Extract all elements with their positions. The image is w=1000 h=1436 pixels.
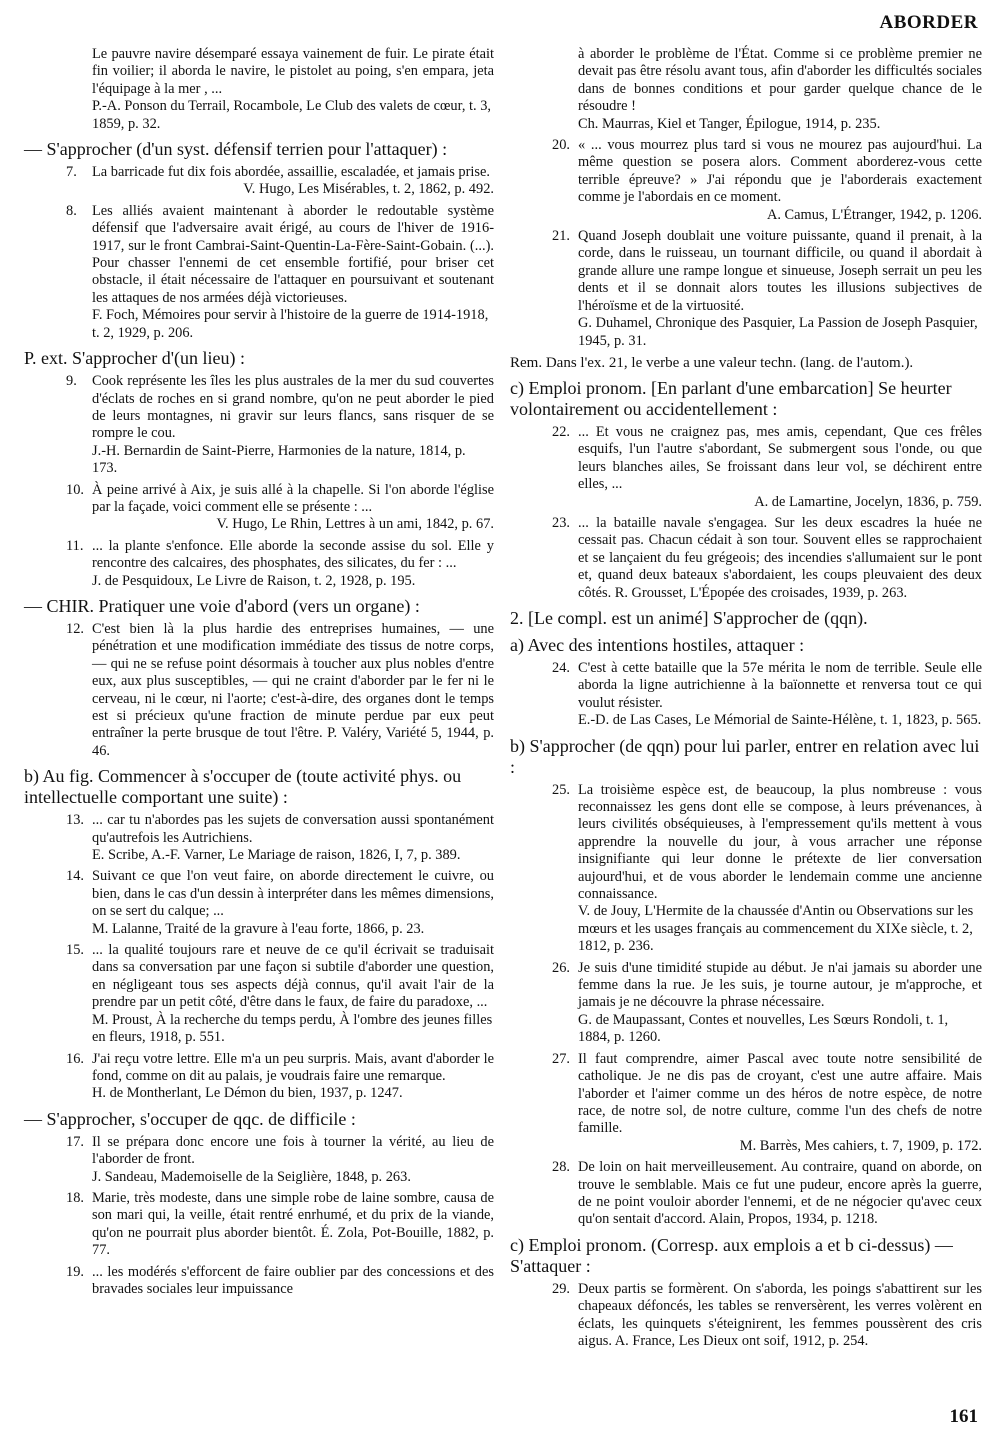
citation-block <box>24 942 494 1046</box>
citation-block <box>510 228 982 350</box>
citation-number: 17. <box>66 1133 84 1150</box>
citation-source: E.-D. de Las Cases, Le Mémorial de Sainte-Hélène, t. 1, 1823, p. 565. <box>578 712 982 729</box>
citation-source: J.-H. Bernardin de Saint-Pierre, Harmonies de la nature, 1814, p. 173. <box>92 442 466 477</box>
definition-heading: — S'approcher, s'occuper de qqc. de difficile : <box>24 1108 356 1129</box>
definition-heading: — CHIR. Pratiquer une voie d'abord (vers un organe) : <box>24 595 420 616</box>
citation-block <box>510 1159 982 1229</box>
right-column <box>510 46 982 1354</box>
citation-text: Je suis d'une timidité stupide au début. Je n'ai jamais su aborder une femme dans la rue. Je les suis, je tourne autour, je m'approche, et jamais je ne découvre la phrase nécessaire. <box>578 959 982 1011</box>
citation-source: G. de Maupassant, Contes et nouvelles, Les Sœurs Rondoli, t. 1, 1884, p. 1260. <box>578 1011 949 1046</box>
citation-text: Il faut comprendre, aimer Pascal avec toute notre sensibilité de catholique. Je ne dis pas de croyant, c'est une autre affaire. Mais l'aborder et l'aimer comme un des héros de notre espèce, de notre race, de notre sol, de notre culture, comme l'un des chefs de notre famille. <box>578 1050 982 1137</box>
citation-block <box>510 1281 982 1351</box>
citation-source: Ch. Maurras, Kiel et Tanger, Épilogue, 1914, p. 235. <box>578 115 881 132</box>
citation-source: J. de Pesquidoux, Le Livre de Raison, t. 2, 1928, p. 195. <box>92 572 416 589</box>
citation-text: ... Et vous ne craignez pas, mes amis, cependant, Que ces frêles esquifs, l'un l'autre s'abordant, Se submergent sous l'onde, ou que leurs blanches ailes, Se froissant dans leur vol, se déchirent entre elles, ... <box>578 423 982 493</box>
citation-number: 24. <box>552 659 570 676</box>
citation-text: J'ai reçu votre lettre. Elle m'a un peu surpris. Mais, avant d'aborder le fond, comme on dit au palais, je voudrais faire une remarque. <box>92 1050 494 1084</box>
citation-block <box>510 782 982 956</box>
citation-number: 19. <box>66 1263 84 1280</box>
left-column <box>24 46 494 1302</box>
citation-text: Quand Joseph doublait une voiture puissante, quand il prenait, à la corde, dans le ruisseau, un tournant difficile, ou quand il abordait à grande allure une rampe longue et sinueuse, Joseph serrait un peu les dents et il se donnait alors toutes les illusions subjectives de l'héroïsme et de la virtuosité. <box>578 228 982 314</box>
definition-heading: c) Emploi pronom. [En parlant d'une embarcation] Se heurter volontairement ou accidentellement : <box>510 377 952 419</box>
citation-block <box>24 868 494 938</box>
citation-block <box>24 812 494 864</box>
citation-block <box>510 660 982 730</box>
definition-heading: b) Au fig. Commencer à s'occuper de (toute activité phys. ou intellectuelle comportant une suite) : <box>24 766 462 808</box>
citation-text: Suivant ce que l'on veut faire, on aborde directement le cuivre, ou bien, dans le cas d'un dessin à interpréter dans les mêmes dimensions, on se sert du calque; ... <box>92 868 494 920</box>
citation-number: 11. <box>66 537 84 554</box>
definition-heading: P. ext. S'approcher d'(un lieu) : <box>24 348 245 369</box>
citation-number: 8. <box>66 202 77 219</box>
citation-number: 7. <box>66 164 77 181</box>
citation-text: C'est à cette bataille que la 57e mérita le nom de terrible. Seule elle aborda la ligne autrichienne à la baïonnette et renversa tout ce qui voulut résister. <box>578 659 982 711</box>
citation-block <box>24 482 494 534</box>
citation-text: La troisième espèce est, de beaucoup, la plus nombreuse : vous reconnaissez les gens dont elle se compose, à leurs prévenances, à leurs civilités obséquieuses, à l'empressement qu'ils mettent à vous apprendre la nouvelle du jour, à vous arracher une réponse insignifiante qui leur donne le prétexte de lier conversation aujourd'hui, et de vous aborder le lendemain comme une ancienne connaissance. <box>578 781 982 903</box>
citation-number: 12. <box>66 620 84 637</box>
citation-source: A. Camus, L'Étranger, 1942, p. 1206. <box>766 206 982 223</box>
citation-block <box>24 538 494 590</box>
citation-block <box>24 373 494 477</box>
citation-block <box>510 960 982 1047</box>
citation-number: 29. <box>552 1280 570 1297</box>
citation-block <box>510 515 982 602</box>
citation-number: 9. <box>66 373 77 390</box>
citation-block <box>24 203 494 342</box>
citation-text: ... la plante s'enfonce. Elle aborde la seconde assise du sol. Elle y rencontre des calcaires, des phosphates, des silicates, du fer : ... <box>92 537 494 572</box>
citation-number: 26. <box>552 959 570 976</box>
citation-number: 16. <box>66 1050 84 1067</box>
citation-block <box>24 1051 494 1103</box>
citation-text: Le pauvre navire désemparé essaya vainement de fuir. Le pirate était fin voilier; il aborda le navire, le pistolet au poing, s'en empara, jeta l'équipage à la mer , ... <box>92 46 494 97</box>
citation-text: C'est bien là la plus hardie des entreprises humaines, — une pénétration et une modification immédiate des tissus de notre corps, — qui ne se refuse point désormais à toucher aux plus nobles d'entre eux, aux plus susceptibles, — qui ne craint d'aborder par le fer ni le cerveau, ni le cœur, ni l'aorte; c'est-à-dire, des organes dont le temps est si précieux qu'une fraction de minute perdue par eux peut entraîner la perte brusque de tout l'être. P. Valéry, Variété 5, 1944, p. 46. <box>92 620 494 759</box>
citation-text: La barricade fut dix fois abordée, assaillie, escaladée, et jamais prise. <box>92 164 490 181</box>
citation-text: ... les modérés s'efforcent de faire oublier par des concessions et des bravades sociales leur impuissance <box>92 1263 494 1297</box>
citation-block <box>510 137 982 224</box>
citation-block <box>24 1190 494 1260</box>
citation-source: F. Foch, Mémoires pour servir à l'histoire de la guerre de 1914-1918, t. 2, 1929, p. 206. <box>92 307 489 341</box>
citation-number: 20. <box>552 137 570 154</box>
citation-block <box>24 1134 494 1186</box>
citation-text: Il se prépara donc encore une fois à tourner la vérité, au lieu de l'aborder de front. <box>92 1133 494 1168</box>
definition-heading: c) Emploi pronom. (Corresp. aux emplois a et b ci-dessus) — S'attaquer : <box>510 1234 953 1276</box>
definition-heading: — S'approcher (d'un syst. défensif terrien pour l'attaquer) : <box>24 139 448 160</box>
citation-text: Les alliés avaient maintenant à aborder le redoutable système défensif que l'adversaire avait érigé, au cours de l'hiver de 1916-1917, sur le front Cambrai-Saint-Quentin-La-Fère-Saint-Gobain. (...). Pour chasser l'ennemi de cet ensemble fortifié, pour briser cet obstacle, il était nécessaire de l'attaquer en poursuivant et soutenant les attaques de nos armées déjà victorieuses. <box>92 202 494 306</box>
page-number: 161 <box>949 1406 978 1427</box>
citation-number: 25. <box>552 781 570 798</box>
citation-number: 28. <box>552 1159 570 1176</box>
citation-source: J. Sandeau, Mademoiselle de la Seiglière, 1848, p. 263. <box>92 1168 411 1185</box>
citation-number: 15. <box>66 942 84 959</box>
citation-text: Cook représente les îles les plus australes de la mer du sud couvertes d'éclats de roches en si grand nombre, qu'on ne peut aborder le pied de leurs montagnes, ni gravir sur leurs flancs, sans risquer de se rompre le cou. <box>92 373 494 442</box>
definition-heading: 2. [Le compl. est un animé] S'approcher de (qqn). <box>510 607 868 628</box>
citation-text: Marie, très modeste, dans une simple robe de laine sombre, causa de son mari qui, la veille, était rentré enrhumé, et du prix de la viande, qu'on ne pourrait plus aborder bientôt. É. Zola, Pot-Bouille, 1882, p. 77. <box>92 1189 494 1259</box>
definition-heading: b) S'approcher (de qqn) pour lui parler, entrer en relation avec lui : <box>510 735 980 777</box>
citation-source: H. de Montherlant, Le Démon du bien, 1937, p. 1247. <box>92 1085 403 1102</box>
citation-source: G. Duhamel, Chronique des Pasquier, La Passion de Joseph Pasquier, 1945, p. 31. <box>578 315 978 349</box>
citation-number: 13. <box>66 812 84 829</box>
citation-block <box>24 164 494 199</box>
citation-number: 22. <box>552 423 570 440</box>
citation-number: 21. <box>552 228 570 245</box>
citation-source: E. Scribe, A.-F. Varner, Le Mariage de raison, 1826, I, 7, p. 389. <box>92 847 461 864</box>
citation-source: P.-A. Ponson du Terrail, Rocambole, Le Club des valets de cœur, t. 3, 1859, p. 32. <box>92 98 492 132</box>
running-headword: ABORDER <box>879 12 978 33</box>
citation-number: 10. <box>66 481 84 498</box>
citation-block <box>510 424 982 511</box>
citation-text: De loin on hait merveilleusement. Au contraire, quand on aborde, on trouve le semblable. Mais ce fut une pudeur, encore après la guerre, de ne point vouloir aborder l'ennemi, et de ne négocier qu'avec ceux qu'on sentait d'accord. Alain, Propos, 1934, p. 1218. <box>578 1159 982 1228</box>
definition-heading: a) Avec des intentions hostiles, attaquer : <box>510 634 805 655</box>
citation-source: M. Lalanne, Traité de la gravure à l'eau forte, 1866, p. 23. <box>92 920 425 937</box>
citation-text: ... la bataille navale s'engagea. Sur les deux escadres la huée ne cessait pas. Chacun cédait à son tour. Souvent elles se rapprochaient et se lançaient du feu grégeois; des incendies s'allumaient sur le pont et, quand deux bateaux s'abordaient, les coups pleuvaient des deux côtés. R. Grousset, L'Épopée des croisades, 1939, p. 263. <box>578 514 982 601</box>
citation-text: Deux partis se formèrent. On s'aborda, les poings s'abattirent sur les chapeaux défoncés, les tables se renversèrent, les verres volèrent en éclats, les quinquets s'éteignirent, les femmes poussèrent des cris aigus. A. France, Les Dieux ont soif, 1912, p. 254. <box>578 1280 982 1349</box>
citation-block <box>24 621 494 760</box>
citation-number: 27. <box>552 1050 570 1067</box>
citation-block <box>510 46 982 133</box>
citation-source: M. Barrès, Mes cahiers, t. 7, 1909, p. 172. <box>739 1137 982 1154</box>
citation-text: ... car tu n'abordes pas les sujets de conversation aussi spontanément qu'autrefois les Autrichiens. <box>92 812 494 846</box>
citation-text: À peine arrivé à Aix, je suis allé à la chapelle. Si l'on aborde l'église par la façade, voici comment elle se présente : ... <box>92 481 494 515</box>
citation-number: 23. <box>552 514 570 531</box>
remark-note: Rem. Dans l'ex. 21, le verbe a une valeur techn. (lang. de l'autom.). <box>510 354 914 371</box>
citation-source: V. Hugo, Les Misérables, t. 2, 1862, p. 492. <box>243 181 494 198</box>
citation-text: ... la qualité toujours rare et neuve de ce qu'il écrivait se traduisait dans sa conversation par une façon si subtile d'aborder une question, en négligeant tous ses aspects déjà connus, qu'il avait l'air de la prendre par un petit côté, d'être dans le faux, de faire du paradoxe, ... <box>92 942 494 1011</box>
citation-number: 14. <box>66 868 84 885</box>
citation-block <box>510 1051 982 1155</box>
citation-text: à aborder le problème de l'État. Comme si ce problème premier ne devait pas être résolu avant tous, afin d'aborder les difficultés sociales dans de bonnes conditions et pour garder quelque chance de le résoudre ! <box>578 46 982 115</box>
citation-source: V. Hugo, Le Rhin, Lettres à un ami, 1842, p. 67. <box>216 516 494 533</box>
citation-block <box>24 46 494 133</box>
citation-source: M. Proust, À la recherche du temps perdu, À l'ombre des jeunes filles en fleurs, 1918, p. 551. <box>92 1011 493 1046</box>
citation-block <box>24 1264 494 1299</box>
citation-number: 18. <box>66 1189 84 1206</box>
citation-text: « ... vous mourrez plus tard si vous ne mourez pas aujourd'hui. La même question se posera alors. Comment aborderez-vous cette terrible épreuve? » J'ai répondu que je l'aborderais exactement comme je l'abordais en ce moment. <box>578 137 982 206</box>
citation-source: V. de Jouy, L'Hermite de la chaussée d'Antin ou Observations sur les mœurs et les usages français au commencement du XIXe siècle, t. 2, 1812, p. 236. <box>578 903 974 955</box>
citation-source: A. de Lamartine, Jocelyn, 1836, p. 759. <box>754 493 982 510</box>
